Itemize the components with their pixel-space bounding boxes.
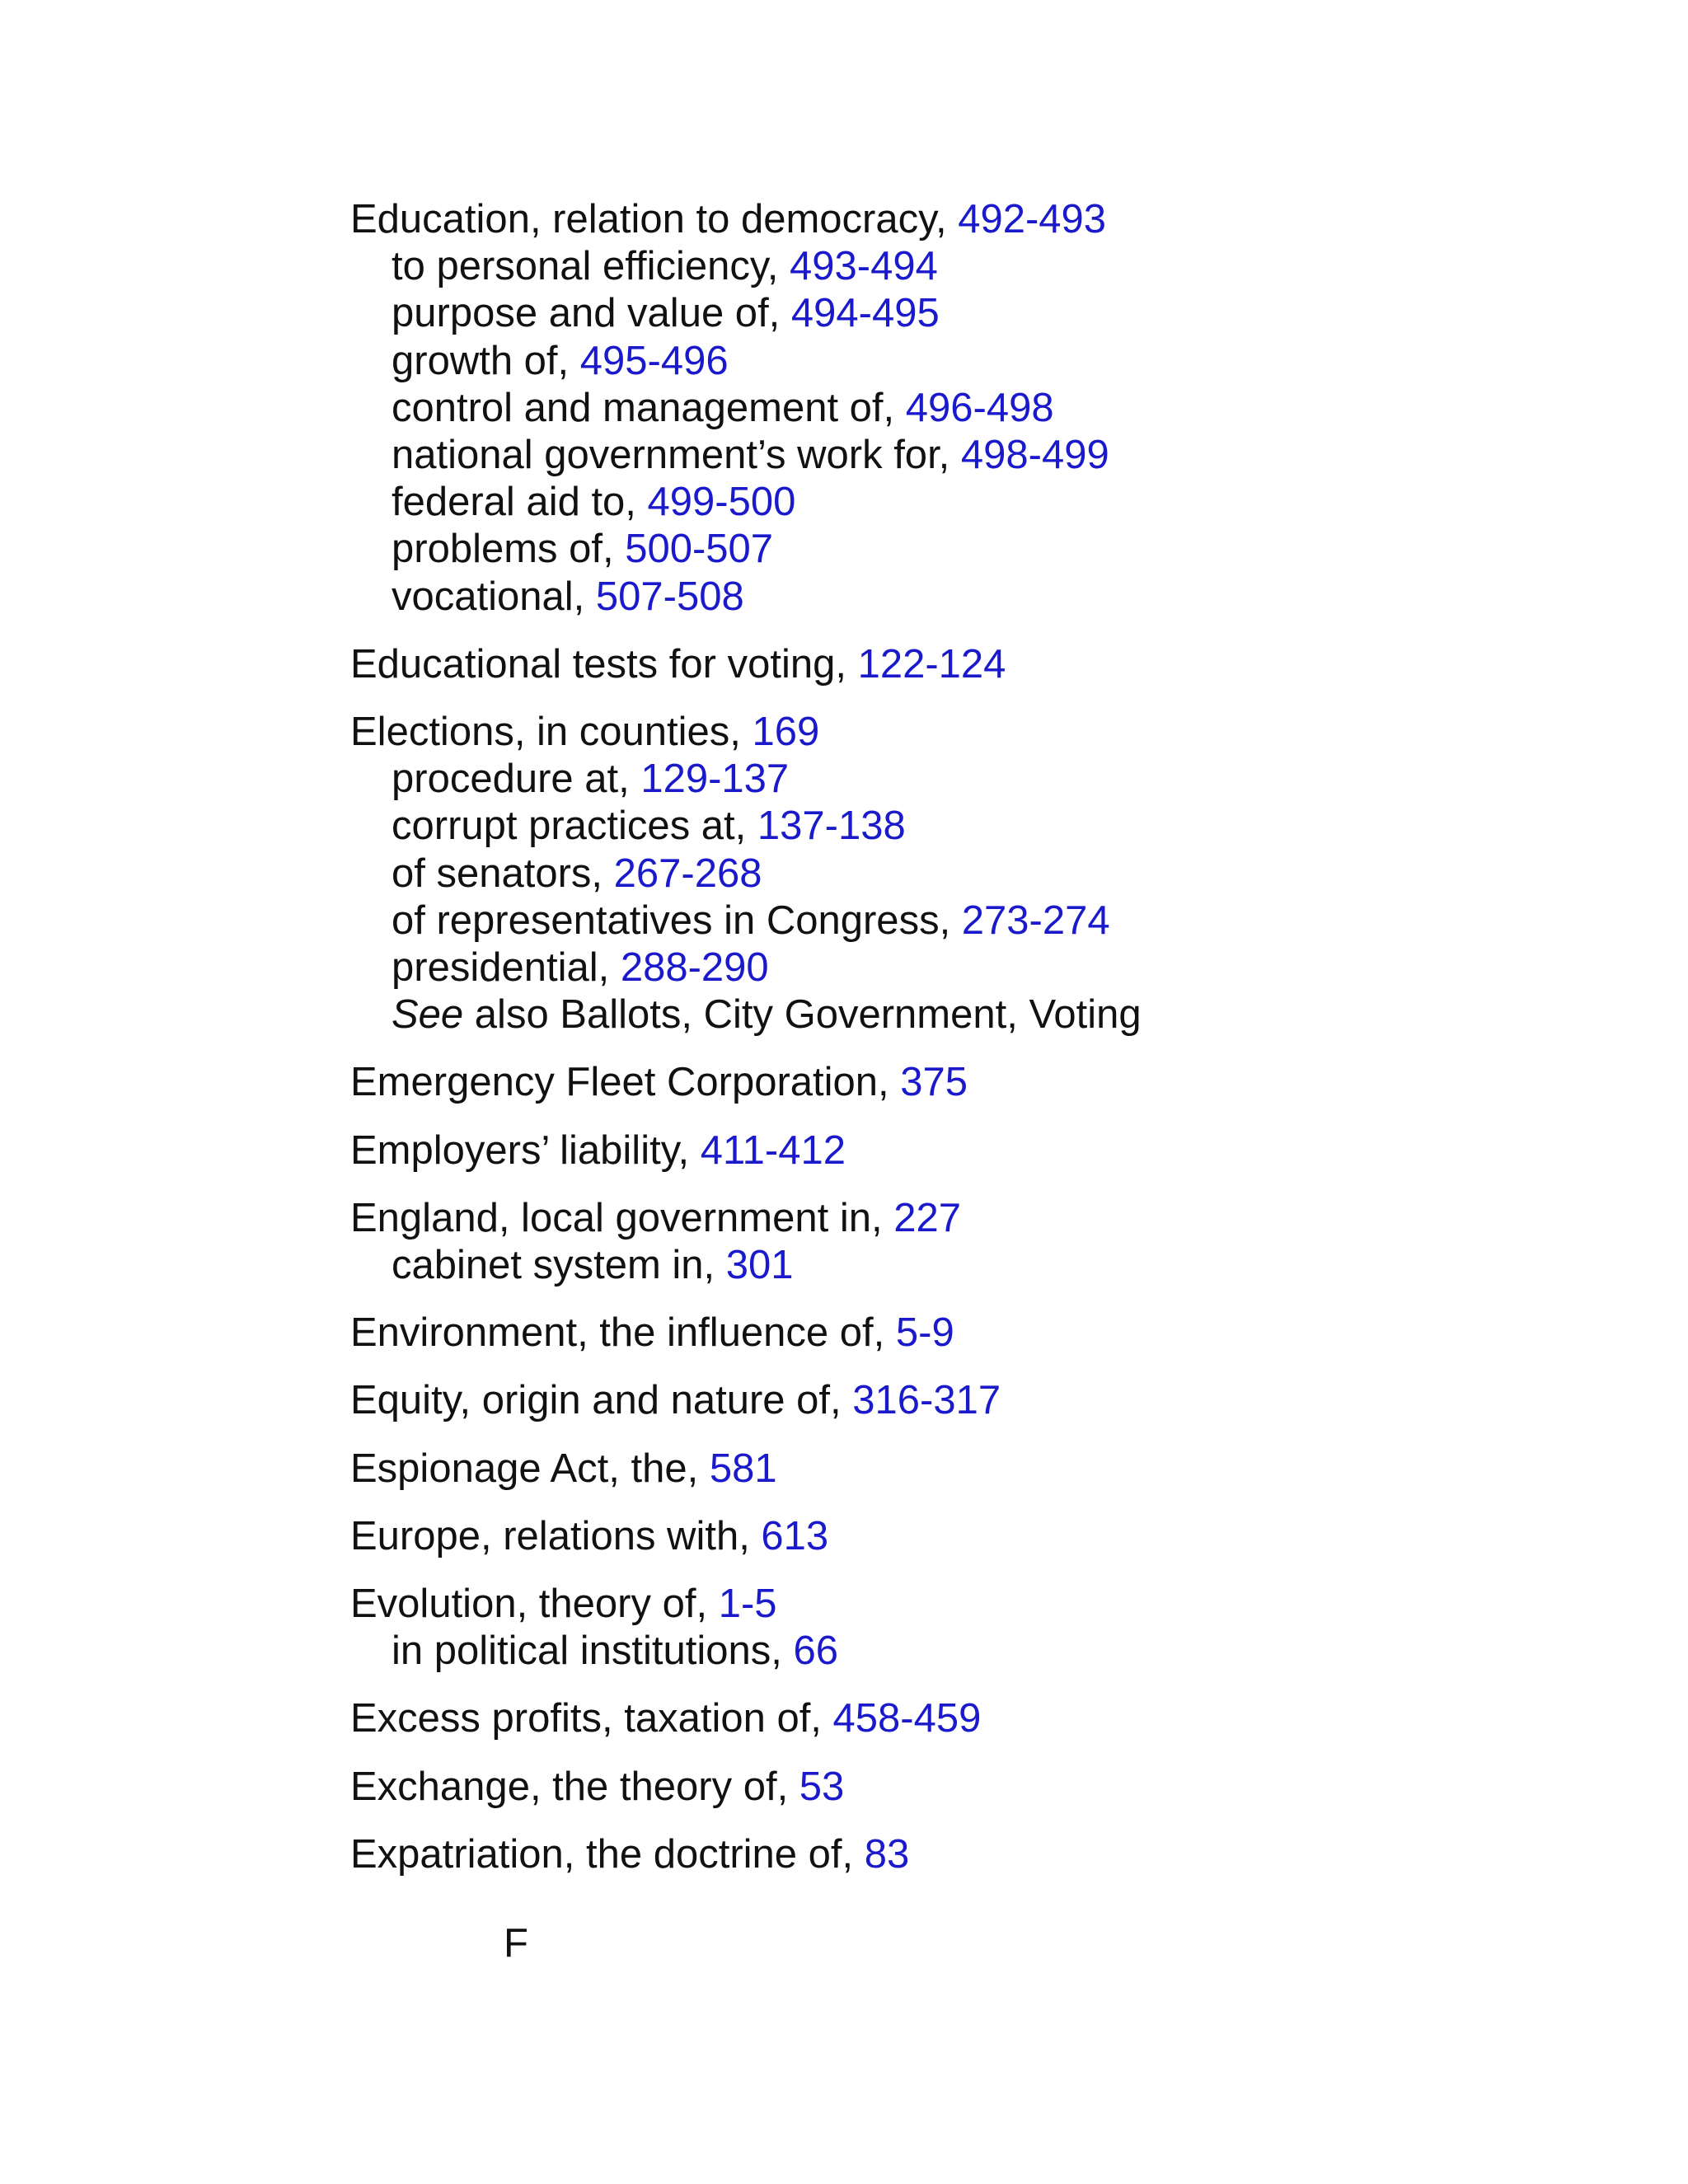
index-term: in political institutions, — [392, 1629, 794, 1674]
index-subentry-line — [350, 432, 1587, 479]
page-reference-link[interactable]: 5-9 — [895, 1310, 954, 1356]
page-reference-link[interactable]: 507-508 — [595, 574, 744, 619]
page-reference-link[interactable]: 273-274 — [961, 898, 1110, 943]
page-reference-link[interactable]: 129-137 — [640, 757, 790, 802]
page-reference-link[interactable]: 169 — [752, 710, 820, 755]
index-term: problems of, — [392, 527, 626, 572]
index-term: of senators, — [392, 851, 614, 896]
index-term: corrupt practices at, — [392, 804, 757, 849]
index-entry — [350, 1513, 1587, 1560]
page-reference-link[interactable]: 581 — [709, 1446, 777, 1491]
page-reference-link[interactable]: 267-268 — [613, 851, 762, 896]
index-term: to personal efficiency, — [392, 244, 790, 289]
index-entry — [350, 196, 1587, 621]
index-subentry-line — [350, 290, 1587, 337]
index-entry — [350, 1377, 1587, 1424]
index-term: Europe, relations with, — [350, 1513, 762, 1558]
index-term: growth of, — [392, 338, 580, 383]
page-reference-link[interactable]: 499-500 — [647, 480, 796, 525]
index-term: Employers’ liability, — [350, 1127, 701, 1173]
page-reference-link[interactable]: 83 — [864, 1831, 910, 1877]
index-subentry-line — [350, 385, 1587, 432]
page-reference-link[interactable]: 492-493 — [958, 197, 1107, 241]
index-term: England, local government in, — [350, 1195, 894, 1240]
index-subentry-line — [350, 991, 1587, 1038]
page-reference-link[interactable]: 493-494 — [790, 244, 938, 289]
index-term: control and management of, — [392, 385, 906, 430]
page-reference-link[interactable]: 498-499 — [960, 433, 1109, 478]
index-term: Education, relation to democracy, — [350, 197, 959, 241]
index-term: Emergency Fleet Corporation, — [350, 1060, 901, 1105]
index-term: Equity, origin and nature of, — [350, 1378, 853, 1423]
index-subentry-line — [350, 479, 1587, 526]
index-subentry-line — [350, 526, 1587, 573]
index-heading-line — [350, 1059, 1587, 1106]
page-reference-link[interactable]: 227 — [893, 1195, 961, 1240]
page-reference-link[interactable]: 53 — [799, 1764, 845, 1809]
index-heading-line — [350, 1513, 1587, 1560]
page-reference-link[interactable]: 1-5 — [718, 1582, 777, 1627]
index-term: procedure at, — [392, 757, 641, 802]
index-entry — [350, 1764, 1587, 1811]
page-reference-link[interactable]: 613 — [761, 1513, 829, 1558]
index-heading-line — [350, 1695, 1587, 1742]
index-subentry-line — [350, 338, 1587, 385]
index-subentry-line — [350, 944, 1587, 991]
index-term: Educational tests for voting, — [350, 641, 858, 687]
index-entry — [350, 1831, 1587, 1878]
index-entry — [350, 1446, 1587, 1493]
index-subentry-line — [350, 1628, 1587, 1675]
page-reference-link[interactable]: 458-459 — [832, 1696, 982, 1741]
index-entry — [350, 1310, 1587, 1357]
index-heading-line — [350, 196, 1587, 243]
page-reference-link[interactable]: 411-412 — [700, 1127, 846, 1173]
index-heading-line — [350, 1446, 1587, 1493]
page-reference-link[interactable]: 288-290 — [620, 945, 769, 991]
page-reference-link[interactable]: 316-317 — [852, 1378, 1001, 1423]
page-reference-link[interactable]: 137-138 — [757, 804, 906, 849]
page-reference-link[interactable]: 66 — [793, 1629, 839, 1674]
index-term: Espionage Act, the, — [350, 1446, 710, 1491]
index-term: Evolution, theory of, — [350, 1582, 719, 1627]
index-term: Elections, in counties, — [350, 710, 753, 755]
index-heading-line — [350, 1195, 1587, 1242]
index-subentry-line — [350, 803, 1587, 850]
page-reference-link[interactable]: 496-498 — [905, 385, 1054, 430]
index-heading-line — [350, 1127, 1587, 1174]
index-entry — [350, 1059, 1587, 1106]
page-reference-link[interactable]: 494-495 — [790, 291, 940, 336]
page-reference-link[interactable]: 500-507 — [625, 527, 774, 572]
index-entry — [350, 709, 1587, 1038]
index-term: Excess profits, taxation of, — [350, 1696, 833, 1741]
page-reference-link[interactable]: 301 — [725, 1243, 794, 1288]
index-list — [350, 196, 1587, 1899]
index-term: of representatives in Congress, — [392, 898, 962, 943]
index-heading-line — [350, 1764, 1587, 1811]
page-reference-link[interactable]: 375 — [900, 1060, 968, 1105]
index-term: also Ballots, City Government, Voting — [463, 992, 1142, 1038]
index-entry — [350, 1581, 1587, 1675]
page-reference-link[interactable]: 122-124 — [857, 641, 1006, 687]
index-term: Exchange, the theory of, — [350, 1764, 799, 1809]
index-subentry-line — [350, 243, 1587, 290]
index-term: national government’s work for, — [392, 433, 961, 478]
index-term: cabinet system in, — [392, 1243, 726, 1288]
index-entry — [350, 1695, 1587, 1742]
page-reference-link[interactable]: 495-496 — [579, 338, 729, 383]
index-subentry-line — [350, 756, 1587, 803]
index-entry — [350, 641, 1587, 688]
index-entry — [350, 1127, 1587, 1174]
index-term: presidential, — [392, 945, 621, 991]
index-subentry-line — [350, 898, 1587, 944]
see-reference-label: See — [392, 992, 464, 1038]
index-heading-line — [350, 1831, 1587, 1878]
index-heading-line — [350, 1377, 1587, 1424]
index-entry — [350, 1195, 1587, 1289]
index-term: Environment, the influence of, — [350, 1310, 896, 1356]
index-heading-line — [350, 709, 1587, 756]
section-letter-heading: F — [504, 1921, 528, 1966]
index-term: federal aid to, — [392, 480, 648, 525]
index-subentry-line — [350, 574, 1587, 621]
index-subentry-line — [350, 1242, 1587, 1289]
index-term: Expatriation, the doctrine of, — [350, 1831, 865, 1877]
index-heading-line — [350, 1581, 1587, 1628]
index-heading-line — [350, 641, 1587, 688]
index-term: vocational, — [392, 574, 596, 619]
index-heading-line — [350, 1310, 1587, 1357]
index-subentry-line — [350, 851, 1587, 898]
index-term: purpose and value of, — [392, 291, 791, 336]
